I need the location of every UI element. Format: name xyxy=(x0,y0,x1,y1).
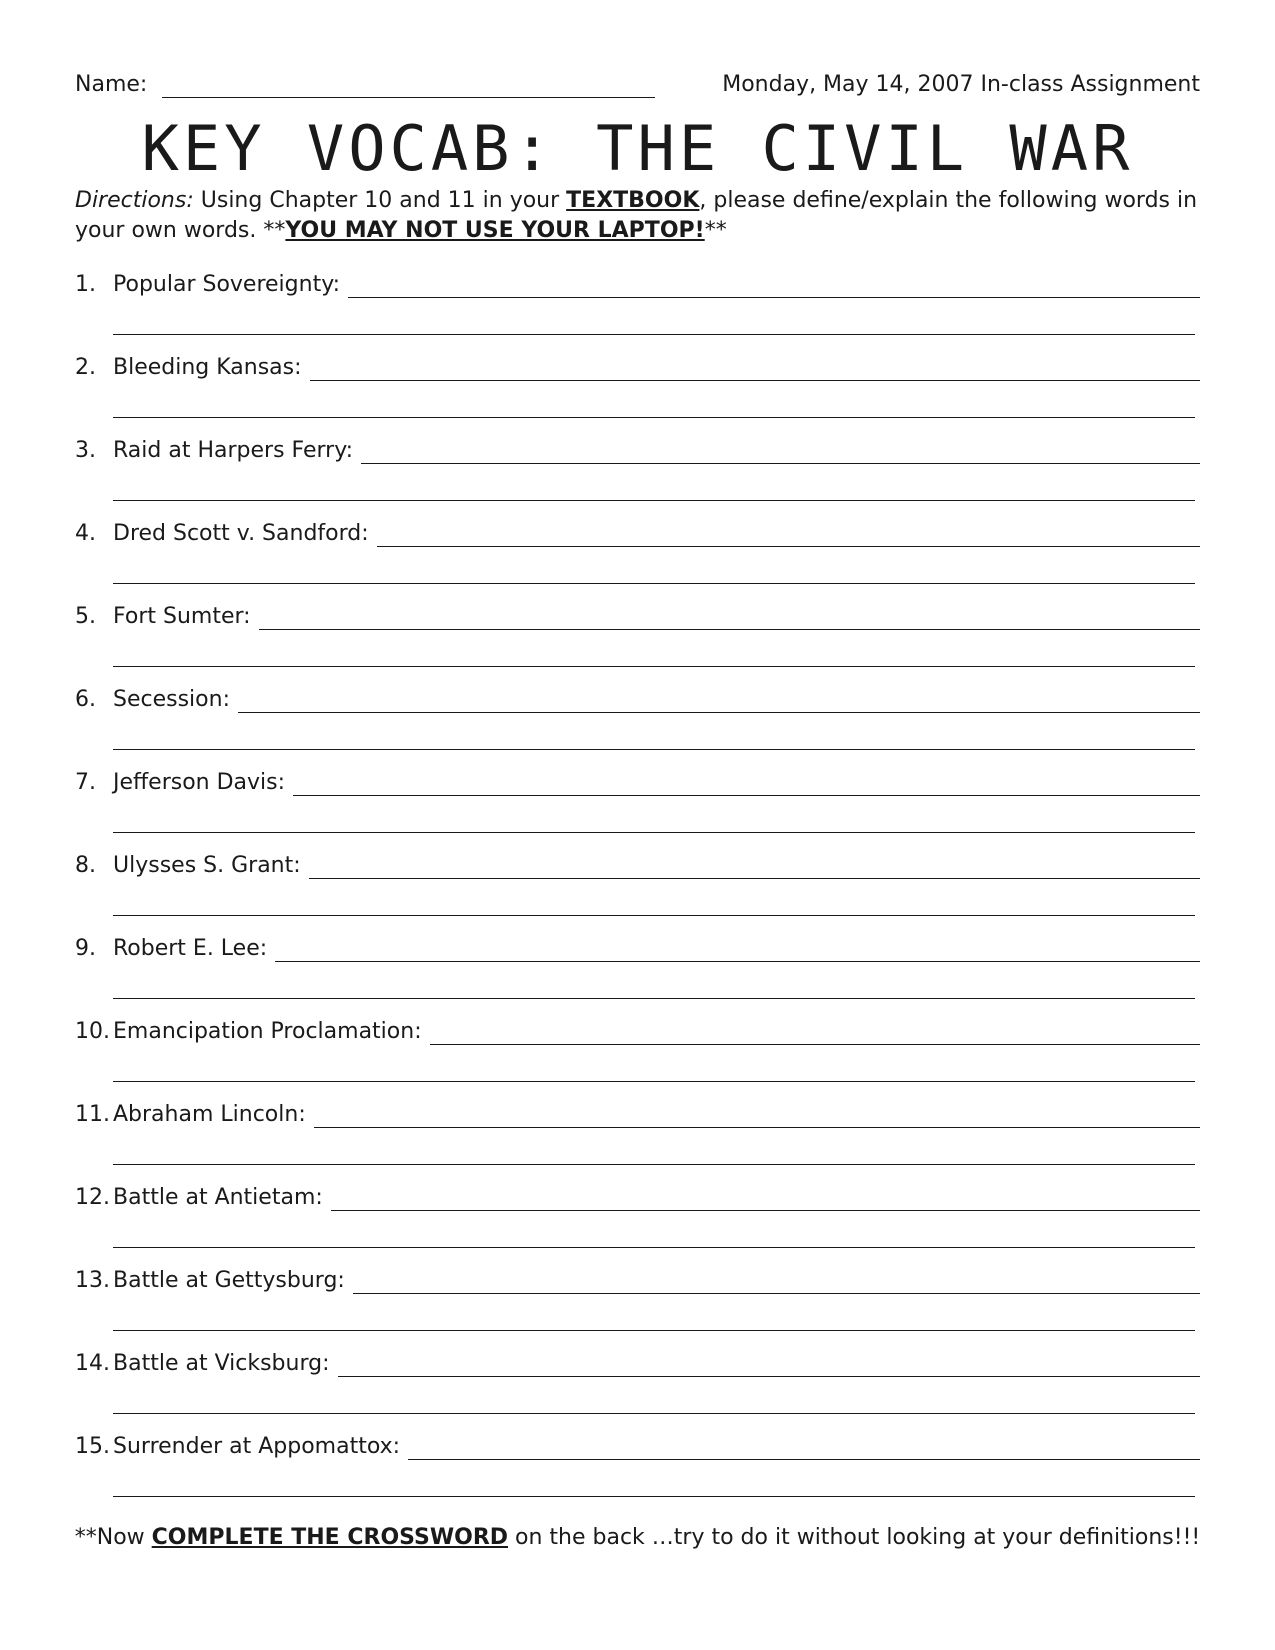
answer-line-2[interactable] xyxy=(113,666,1195,667)
vocab-item-head xyxy=(75,1185,1200,1217)
answer-line-1[interactable] xyxy=(238,687,1200,713)
answer-line-1[interactable] xyxy=(314,1102,1200,1128)
answer-line-2[interactable] xyxy=(113,832,1195,833)
vocab-item xyxy=(75,1102,1205,1185)
answer-line-2[interactable] xyxy=(113,583,1195,584)
vocab-term: Secession: xyxy=(113,687,230,712)
vocab-number: 5. xyxy=(75,604,96,629)
directions-label: Directions xyxy=(75,188,187,213)
vocab-item xyxy=(75,936,1205,1019)
answer-line-1[interactable] xyxy=(353,1268,1200,1294)
vocab-number: 4. xyxy=(75,521,96,546)
vocab-item-head xyxy=(75,1351,1200,1383)
vocab-term: Raid at Harpers Ferry: xyxy=(113,438,354,463)
answer-line-2[interactable] xyxy=(113,1496,1195,1497)
answer-line-2[interactable] xyxy=(113,1247,1195,1248)
vocab-item-head xyxy=(75,272,1200,304)
answer-line-2[interactable] xyxy=(113,1081,1195,1082)
vocab-term: Abraham Lincoln: xyxy=(113,1102,306,1127)
vocab-item-head xyxy=(75,604,1200,636)
vocab-item-head xyxy=(75,355,1200,387)
vocab-number: 1. xyxy=(75,272,96,297)
vocab-item xyxy=(75,687,1205,770)
vocab-term: Battle at Gettysburg: xyxy=(113,1268,345,1293)
vocab-item xyxy=(75,1268,1205,1351)
answer-line-1[interactable] xyxy=(348,272,1200,298)
vocab-item-head xyxy=(75,1019,1200,1051)
directions-text-2: , please define/explain the following words in your own words. ** xyxy=(75,188,1198,243)
vocab-item-head xyxy=(75,1434,1200,1466)
answer-line-1[interactable] xyxy=(259,604,1200,630)
name-blank-line[interactable] xyxy=(162,97,655,98)
answer-line-2[interactable] xyxy=(113,500,1195,501)
vocab-item-head xyxy=(75,853,1200,885)
vocab-term: Dred Scott v. Sandford: xyxy=(113,521,369,546)
vocab-item xyxy=(75,438,1205,521)
footer-note xyxy=(0,1525,1275,1550)
vocab-item-head xyxy=(75,770,1200,802)
footer-emphasis-crossword: COMPLETE THE CROSSWORD xyxy=(151,1525,509,1550)
answer-line-2[interactable] xyxy=(113,998,1195,999)
vocab-item xyxy=(75,1019,1205,1102)
answer-line-2[interactable] xyxy=(113,417,1195,418)
answer-line-2[interactable] xyxy=(113,1164,1195,1165)
vocab-item-head xyxy=(75,521,1200,553)
directions-emphasis-laptop: YOU MAY NOT USE YOUR LAPTOP! xyxy=(285,218,705,243)
vocab-number: 8. xyxy=(75,853,96,878)
vocab-term: Battle at Antietam: xyxy=(113,1185,323,1210)
vocab-number: 11. xyxy=(75,1102,110,1127)
vocab-item xyxy=(75,1185,1205,1268)
answer-line-2[interactable] xyxy=(113,749,1195,750)
footer-text-2: on the back …try to do it without looking at your definitions!!! xyxy=(508,1525,1201,1550)
vocab-item-head xyxy=(75,438,1200,470)
vocab-item xyxy=(75,770,1205,853)
vocab-term: Surrender at Appomattox: xyxy=(113,1434,401,1459)
page-title: KEY VOCAB: THE CIVIL WAR xyxy=(141,112,1134,185)
vocab-number: 12. xyxy=(75,1185,110,1210)
date-assignment-text: Monday, May 14, 2007 In-class Assignment xyxy=(722,72,1200,97)
answer-line-2[interactable] xyxy=(113,1413,1195,1414)
directions-text-1: Using Chapter 10 and 11 in your xyxy=(193,188,567,213)
vocab-item-head xyxy=(75,687,1200,719)
vocab-term: Bleeding Kansas: xyxy=(113,355,302,380)
vocab-term: Ulysses S. Grant: xyxy=(113,853,301,878)
vocab-item-head xyxy=(75,1102,1200,1134)
answer-line-2[interactable] xyxy=(113,1330,1195,1331)
vocab-term: Fort Sumter: xyxy=(113,604,251,629)
vocab-number: 13. xyxy=(75,1268,110,1293)
vocab-number: 10. xyxy=(75,1019,110,1044)
directions-text-3: ** xyxy=(704,218,727,243)
answer-line-1[interactable] xyxy=(293,770,1200,796)
answer-line-1[interactable] xyxy=(377,521,1200,547)
answer-line-1[interactable] xyxy=(310,355,1200,381)
vocab-item-head xyxy=(75,936,1200,968)
footer-text-1: **Now xyxy=(74,1525,152,1550)
answer-line-2[interactable] xyxy=(113,334,1195,335)
vocab-number: 15. xyxy=(75,1434,110,1459)
vocab-number: 6. xyxy=(75,687,96,712)
answer-line-1[interactable] xyxy=(361,438,1200,464)
vocab-term: Battle at Vicksburg: xyxy=(113,1351,330,1376)
vocab-item xyxy=(75,604,1205,687)
vocab-item-head xyxy=(75,1268,1200,1300)
vocab-item xyxy=(75,272,1205,355)
directions-paragraph xyxy=(75,186,1205,246)
name-label: Name: xyxy=(75,72,148,97)
answer-line-1[interactable] xyxy=(309,853,1200,879)
answer-line-1[interactable] xyxy=(430,1019,1200,1045)
vocab-item xyxy=(75,1351,1205,1434)
header-row xyxy=(75,72,1200,104)
answer-line-1[interactable] xyxy=(408,1434,1200,1460)
answer-line-1[interactable] xyxy=(275,936,1200,962)
vocab-number: 14. xyxy=(75,1351,110,1376)
vocab-term: Popular Sovereignty: xyxy=(113,272,341,297)
vocab-item xyxy=(75,1434,1205,1517)
directions-colon: : xyxy=(186,188,194,213)
vocab-term: Jefferson Davis: xyxy=(113,770,286,795)
vocab-list xyxy=(75,272,1205,1517)
vocab-term: Robert E. Lee: xyxy=(113,936,268,961)
answer-line-1[interactable] xyxy=(331,1185,1200,1211)
vocab-term: Emancipation Proclamation: xyxy=(113,1019,422,1044)
vocab-item xyxy=(75,521,1205,604)
vocab-number: 7. xyxy=(75,770,96,795)
vocab-number: 9. xyxy=(75,936,96,961)
vocab-item xyxy=(75,853,1205,936)
answer-line-2[interactable] xyxy=(113,915,1195,916)
answer-line-1[interactable] xyxy=(338,1351,1201,1377)
vocab-item xyxy=(75,355,1205,438)
vocab-number: 2. xyxy=(75,355,96,380)
vocab-number: 3. xyxy=(75,438,96,463)
directions-emphasis-textbook: TEXTBOOK xyxy=(566,188,700,213)
